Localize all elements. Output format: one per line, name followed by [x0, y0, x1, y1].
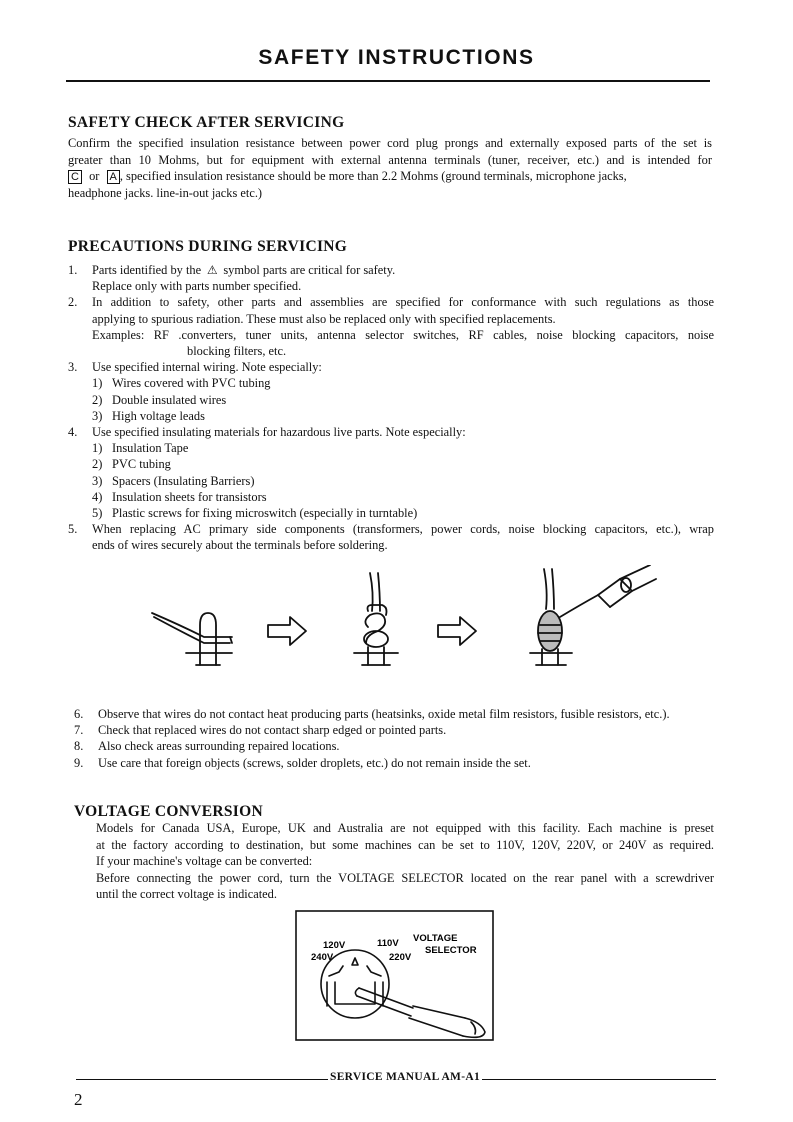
selector-label-line-2: SELECTOR	[425, 945, 477, 956]
footer	[76, 1071, 716, 1087]
label-240v: 240V	[311, 952, 334, 963]
sub-item-text: Double insulated wires	[112, 392, 227, 407]
safety-check-heading: SAFETY CHECK AFTER SERVICING	[68, 114, 345, 131]
item-number: 7.	[74, 723, 84, 738]
label-120v: 120V	[323, 940, 346, 951]
sub-list-item	[92, 375, 714, 391]
or-text: or	[89, 169, 100, 184]
item-number: 8.	[74, 739, 84, 754]
sub-item-text: Wires covered with PVC tubing	[112, 376, 271, 391]
terminal-step-3	[530, 565, 656, 665]
list-item	[68, 262, 714, 294]
item-number: 1.	[68, 263, 78, 277]
list-item	[74, 755, 724, 771]
terminal-step-2	[354, 573, 398, 665]
voltage-paragraph	[96, 820, 714, 903]
safety-check-paragraph	[68, 135, 712, 201]
item-text: When replacing AC primary side components (transformers, power cords, noise blocking capacitors, etc.), wrap	[92, 522, 714, 537]
voltage-line-4: Before connecting the power cord, turn the VOLTAGE SELECTOR located on the rear panel with a screwdriver	[96, 870, 714, 885]
sub-list-item	[92, 440, 714, 456]
item-number: 4.	[68, 425, 78, 440]
item-number: 5.	[68, 522, 78, 537]
sub-item-number: 3)	[92, 473, 103, 488]
item-number: 2.	[68, 295, 78, 310]
safety-check-line-3	[68, 168, 712, 185]
selector-label-line-1: VOLTAGE	[413, 933, 458, 944]
list-item	[68, 294, 714, 359]
label-110v: 110V	[377, 938, 399, 949]
item-text: Use specified insulating materials for hazardous live parts. Note especially:	[92, 425, 466, 440]
precautions-list-1-5	[68, 262, 714, 554]
sub-item-number: 2)	[92, 457, 103, 472]
item-text: In addition to safety, other parts and assemblies are specified for conformance with such regulations as those	[92, 295, 714, 310]
item-text: blocking filters, etc.	[187, 344, 287, 359]
list-item	[68, 521, 714, 553]
sub-list-item	[92, 392, 714, 408]
list-item	[74, 722, 724, 738]
item-text: Use care that foreign objects (screws, solder droplets, etc.) do not remain inside the set.	[98, 755, 531, 770]
sub-list	[92, 440, 714, 521]
item-text: Examples: RF .converters, tuner units, antenna selector switches, RF cables, noise blocking capacitors, noise	[92, 327, 714, 342]
label-220v: 220V	[389, 952, 412, 963]
sub-list	[92, 375, 714, 424]
item-text: symbol parts are critical for safety.	[223, 263, 396, 277]
sub-item-text: Plastic screws for fixing microswitch (especially in turntable)	[112, 506, 418, 521]
precautions-list-6-9	[74, 706, 724, 771]
sub-item-text: High voltage leads	[112, 408, 205, 423]
page-title: SAFETY INSTRUCTIONS	[258, 46, 535, 69]
title-divider	[66, 80, 710, 82]
sub-item-text: Spacers (Insulating Barriers)	[112, 473, 255, 488]
voltage-selector-figure	[295, 910, 495, 1042]
list-item	[74, 706, 724, 722]
voltage-line-2: at the factory according to destination, but some machines can be set to 110V, 120V, 220V, or 240V as required.	[96, 837, 714, 852]
item-text: Replace only with parts number specified.	[92, 279, 302, 294]
sub-item-text: Insulation sheets for transistors	[112, 489, 267, 504]
safety-check-line-3-text: , specified insulation resistance should be more than 2.2 Mohms (ground terminals, microphone jacks,	[119, 169, 627, 184]
terminal-step-1	[152, 613, 232, 665]
item-number: 6.	[74, 707, 84, 721]
warning-triangle-icon: ⚠	[206, 263, 218, 277]
sub-item-number: 5)	[92, 506, 103, 521]
voltage-line-1: Models for Canada USA, Europe, UK and Australia are not equipped with this facility. Each machine is preset	[96, 821, 714, 835]
sub-item-number: 4)	[92, 489, 103, 504]
class-c-box: C	[68, 170, 82, 184]
footer-manual-title: SERVICE MANUAL AM-A1	[330, 1071, 480, 1083]
wire-wrapping-illustration	[140, 565, 660, 675]
list-item	[74, 738, 724, 754]
safety-check-line-2: greater than 10 Mohms, but for equipment with external antenna terminals (tuner, receiver, etc.) and is intended for	[68, 152, 712, 167]
voltage-line-3: If your machine's voltage can be converted:	[96, 854, 313, 869]
sub-list-item	[92, 456, 714, 472]
arrow-right-icon	[438, 617, 476, 645]
voltage-line-5: until the correct voltage is indicated.	[96, 887, 277, 902]
precautions-heading: PRECAUTIONS DURING SERVICING	[68, 238, 348, 255]
sub-list-item	[92, 408, 714, 424]
item-number: 9.	[74, 755, 84, 770]
class-a-box: A	[107, 170, 120, 184]
sub-item-number: 1)	[92, 441, 103, 456]
item-text: applying to spurious radiation. These must also be replaced only with specified replacements.	[92, 311, 556, 326]
item-number: 3.	[68, 360, 78, 375]
safety-check-line-1: Confirm the specified insulation resistance between power cord plug prongs and externally exposed parts of the set is	[68, 136, 712, 150]
item-text: Parts identified by the	[92, 263, 202, 277]
list-item	[68, 359, 714, 424]
page-number: 2	[74, 1090, 83, 1109]
safety-check-line-4: headphone jacks. line-in-out jacks etc.)	[68, 185, 263, 200]
item-text: Also check areas surrounding repaired locations.	[98, 739, 340, 754]
item-text: Observe that wires do not contact heat producing parts (heatsinks, oxide metal film resistors, fusible resistors, etc.).	[98, 707, 670, 721]
item-text: Use specified internal wiring. Note especially:	[92, 360, 322, 375]
sub-item-text: PVC tubing	[112, 457, 171, 472]
sub-item-text: Insulation Tape	[112, 441, 189, 456]
list-item	[68, 424, 714, 521]
voltage-heading: VOLTAGE CONVERSION	[74, 803, 263, 820]
sub-item-number: 2)	[92, 392, 103, 407]
sub-list-item	[92, 505, 714, 521]
item-text: Check that replaced wires do not contact sharp edged or pointed parts.	[98, 723, 447, 738]
arrow-right-icon	[268, 617, 306, 645]
sub-list-item	[92, 489, 714, 505]
sub-list-item	[92, 473, 714, 489]
item-text: ends of wires securely about the terminals before soldering.	[92, 538, 388, 553]
sub-item-number: 3)	[92, 408, 103, 423]
sub-item-number: 1)	[92, 376, 103, 391]
